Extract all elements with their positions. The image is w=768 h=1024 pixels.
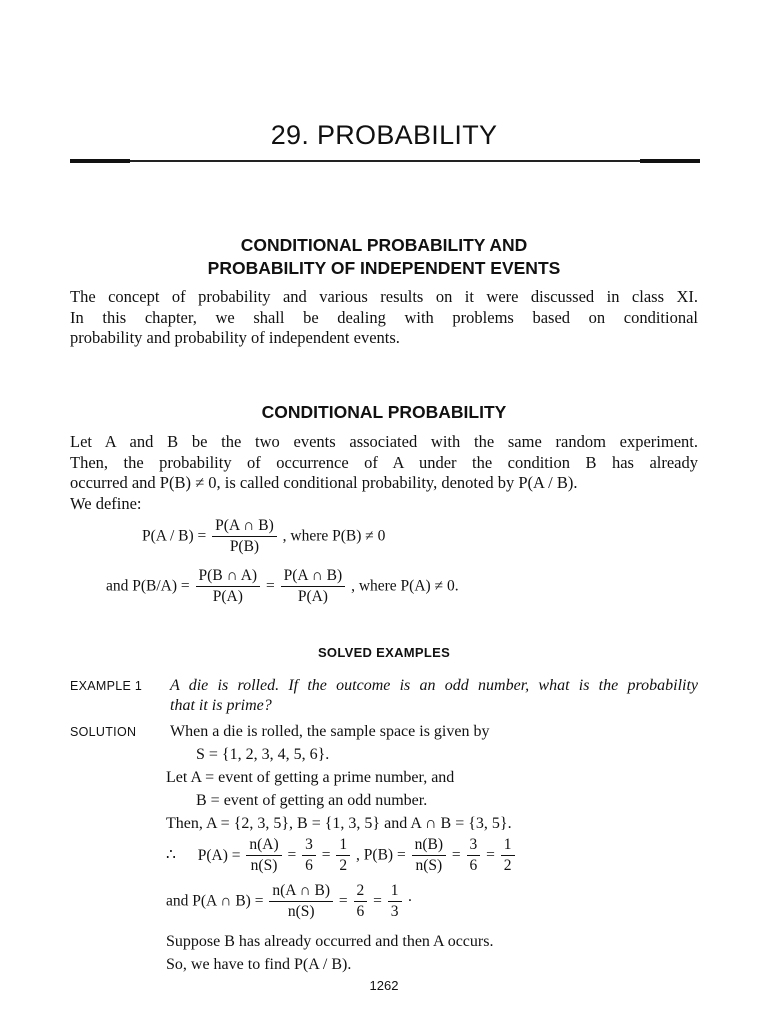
denominator: P(A) <box>212 588 243 605</box>
fraction <box>196 567 261 606</box>
numerator: 3 <box>467 836 481 856</box>
denominator: n(S) <box>287 903 315 920</box>
denominator: 2 <box>339 857 348 874</box>
eq-lhs: P(A / B) = <box>142 527 207 545</box>
denominator: n(S) <box>415 857 443 874</box>
eq-condition: , where P(B) ≠ 0 <box>282 527 386 545</box>
denominator: 6 <box>469 857 478 874</box>
definition-line: Then, the probability of occurrence of A under the condition B has already <box>70 452 698 472</box>
numerator: n(A) <box>246 836 281 856</box>
denominator: P(B) <box>229 538 260 555</box>
fraction <box>388 882 402 921</box>
title-rule-accent-right <box>640 159 700 163</box>
denominator: 6 <box>305 857 313 874</box>
numerator: n(B) <box>412 836 446 856</box>
definition-paragraph <box>70 432 698 514</box>
definition-line: We define: <box>70 493 142 513</box>
numerator: n(A ∩ B) <box>269 882 333 902</box>
solution-line: When a die is rolled, the sample space is given by <box>170 723 490 740</box>
title-rule <box>70 160 700 162</box>
solution-line: Suppose B has already occurred and then A occurs. <box>166 933 494 950</box>
eq-separator: , <box>356 846 360 864</box>
solution-line: S = {1, 2, 3, 4, 5, 6}. <box>196 746 330 763</box>
title-rule-accent-left <box>70 159 130 163</box>
equation-probabilities-a-b <box>166 836 517 875</box>
solution-line: Let A = event of getting a prime number, and <box>166 769 455 786</box>
fraction <box>246 836 281 875</box>
eq-end-dot: · <box>407 892 413 910</box>
intro-line: The concept of probability and various results on it were discussed in class XI. <box>70 287 698 306</box>
chapter-title: 29. PROBABILITY <box>270 120 498 150</box>
example-label: EXAMPLE 1 <box>70 679 143 693</box>
eq-equals: = <box>265 577 275 595</box>
numerator: 1 <box>388 882 402 902</box>
fraction <box>412 836 446 875</box>
therefore-symbol: ∴ <box>166 846 176 864</box>
denominator: 6 <box>356 903 365 920</box>
fraction <box>269 882 333 921</box>
intro-line: probability and probability of independent events. <box>70 328 400 347</box>
eq-equals: = <box>321 846 331 864</box>
eq-prefix: and P(A ∩ B) = <box>166 892 264 910</box>
equation-probability-intersection <box>166 882 413 921</box>
eq-equals: = <box>451 846 461 864</box>
numerator: 2 <box>354 882 368 902</box>
denominator: 3 <box>390 903 399 920</box>
intro-paragraph <box>70 287 698 349</box>
denominator: 2 <box>503 857 512 874</box>
example-line: A die is rolled. If the outcome is an odd number, what is the probability <box>170 677 698 694</box>
solution-line: Then, A = {2, 3, 5}, B = {1, 3, 5} and A ∩ B = {3, 5}. <box>166 815 512 832</box>
fraction <box>501 836 515 875</box>
section-heading-line1: CONDITIONAL PROBABILITY AND <box>240 235 528 255</box>
equation-conditional-b-given-a <box>106 567 459 606</box>
fraction <box>212 517 277 556</box>
eq-lhs: P(B) = <box>363 846 406 864</box>
example-question <box>170 676 698 716</box>
definition-line: Let A and B be the two events associated with the same random experiment. <box>70 432 698 451</box>
eq-equals: = <box>373 892 382 910</box>
denominator: n(S) <box>250 857 278 874</box>
intro-line: In this chapter, we shall be dealing with problems based on conditional <box>70 307 698 327</box>
numerator: 1 <box>501 836 515 856</box>
numerator: P(A ∩ B) <box>212 517 277 537</box>
conditional-probability-heading: CONDITIONAL PROBABILITY <box>261 402 507 422</box>
eq-equals: = <box>287 846 297 864</box>
eq-equals: = <box>338 892 348 910</box>
eq-condition: , where P(A) ≠ 0. <box>351 577 459 595</box>
fraction <box>336 836 350 875</box>
numerator: 3 <box>302 836 316 856</box>
solution-line: B = event of getting an odd number. <box>196 792 428 809</box>
solution-label: SOLUTION <box>70 725 137 739</box>
solution-line: So, we have to find P(A / B). <box>166 956 352 973</box>
page-number: 1262 <box>369 978 399 993</box>
numerator: P(A ∩ B) <box>281 567 346 587</box>
example-line: that it is prime? <box>170 697 272 714</box>
fraction <box>281 567 346 606</box>
equation-conditional-a-given-b <box>142 517 385 556</box>
definition-line: occurred and P(B) ≠ 0, is called conditional probability, denoted by P(A / B). <box>70 473 578 492</box>
numerator: 1 <box>336 836 350 856</box>
eq-lhs: P(A) = <box>197 846 241 864</box>
fraction <box>354 882 368 921</box>
denominator: P(A) <box>297 588 328 605</box>
numerator: P(B ∩ A) <box>196 567 261 587</box>
section-heading-line2: PROBABILITY OF INDEPENDENT EVENTS <box>207 258 561 278</box>
fraction <box>467 836 481 875</box>
eq-prefix: and P(B/A) = <box>106 577 190 595</box>
fraction <box>302 836 316 875</box>
solved-examples-heading: SOLVED EXAMPLES <box>317 645 451 660</box>
eq-equals: = <box>486 846 495 864</box>
